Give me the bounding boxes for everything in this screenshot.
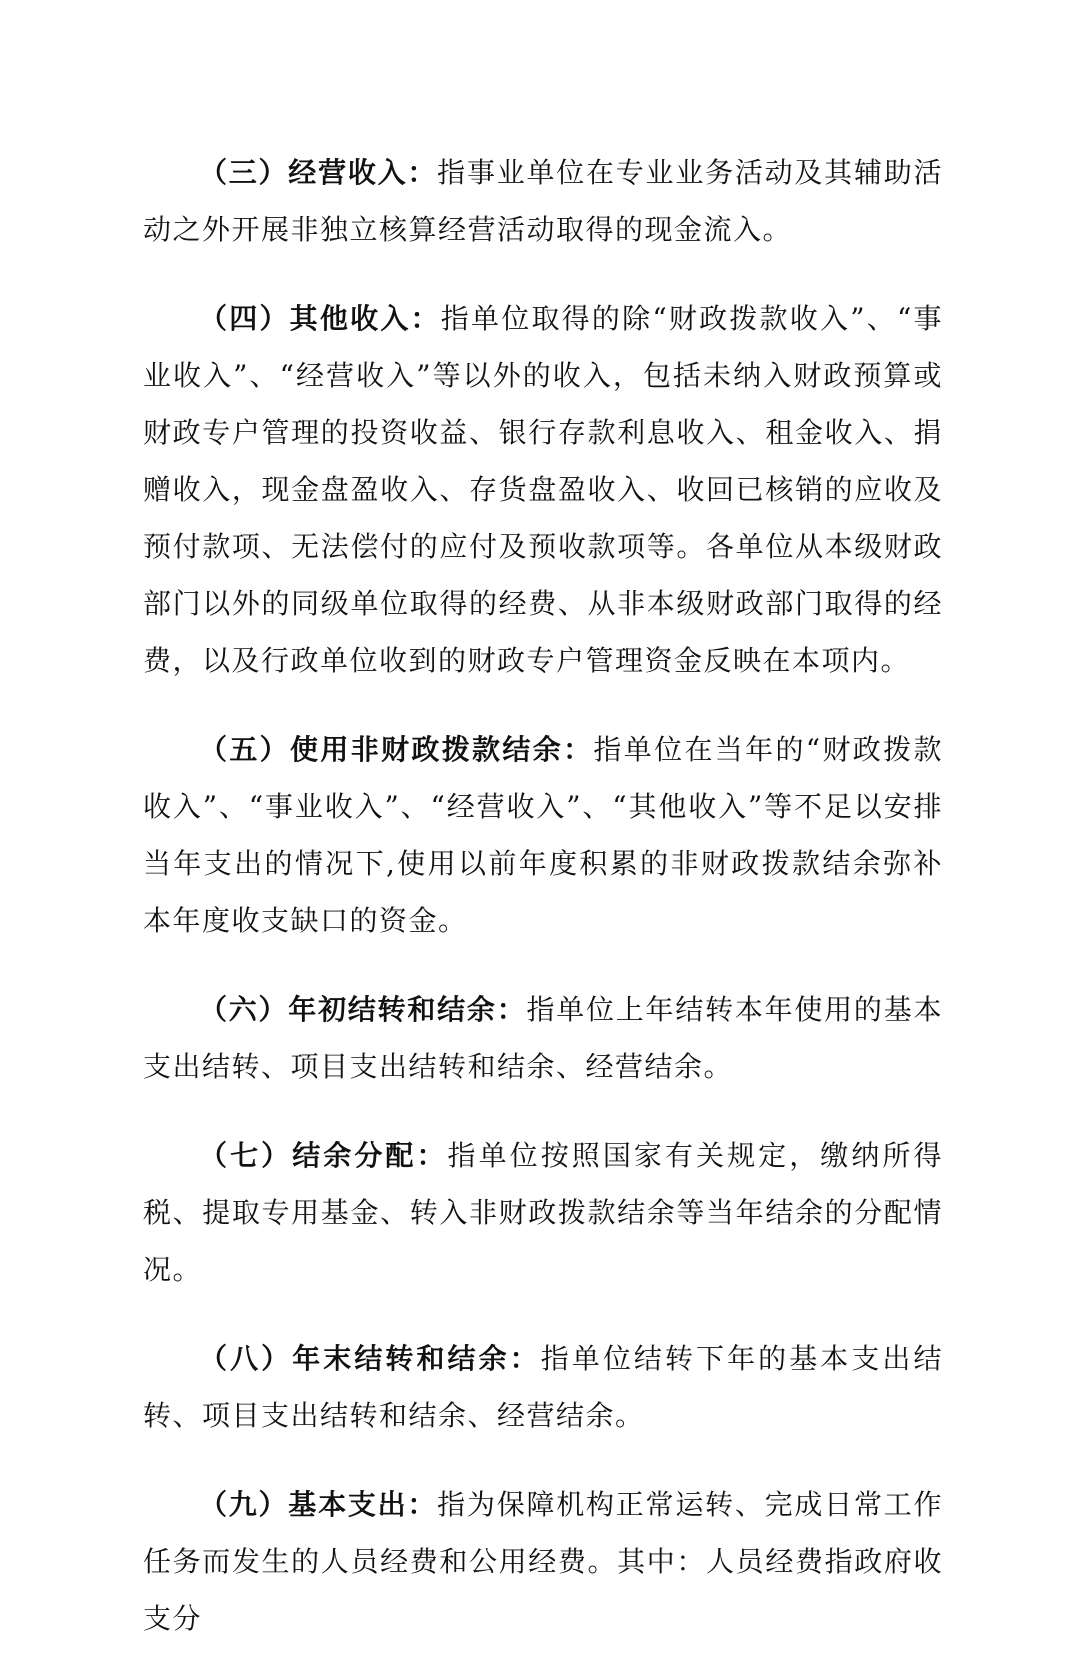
paragraph-balance-distribution [143, 1127, 943, 1298]
document-page [143, 144, 943, 1679]
term-heading: （三）经营收入： [199, 156, 438, 189]
paragraph-closing-carryover [143, 1330, 943, 1444]
paragraph-body: 指单位取得的除“财政拨款收入”、“事业收入”、“经营收入”等以外的收入，包括未纳入财政预算或财政专户管理的投资收益、银行存款利息收入、租金收入、捐赠收入，现金盘盈收入、存货盘盈收入、收回已核销的应收及预付款项、无法偿付的应付及预收款项等。各单位从本级财政部门以外的同级单位取得的经费、从非本级财政部门取得的经费，以及行政单位收到的财政专户管理资金反映在本项内。 [143, 302, 943, 677]
term-heading: （八）年末结转和结余： [199, 1342, 541, 1375]
term-heading: （九）基本支出： [199, 1488, 438, 1521]
paragraph-body: 指单位按照国家有关规定，缴纳所得税、提取专用基金、转入非财政拨款结余等当年结余的分配情况。 [143, 1139, 943, 1286]
paragraph-body: 指为保障机构正常运转、完成日常工作任务而发生的人员经费和公用经费。其中：人员经费指政府收支分 [143, 1488, 943, 1635]
paragraph-non-fiscal-balance-use [143, 721, 943, 949]
term-heading: （六）年初结转和结余： [199, 993, 527, 1026]
term-heading: （七）结余分配： [199, 1139, 448, 1172]
paragraph-body: 指单位在当年的“财政拨款收入”、“事业收入”、“经营收入”、“其他收入”等不足以安排当年支出的情况下,使用以前年度积累的非财政拨款结余弥补本年度收支缺口的资金。 [143, 733, 943, 937]
paragraph-body: 指单位上年结转本年使用的基本支出结转、项目支出结转和结余、经营结余。 [143, 993, 943, 1083]
paragraph-basic-expenditure [143, 1476, 943, 1647]
term-heading: （四）其他收入： [199, 302, 441, 335]
paragraph-body: 指事业单位在专业业务活动及其辅助活动之外开展非独立核算经营活动取得的现金流入。 [143, 156, 943, 246]
paragraph-body: 指单位结转下年的基本支出结转、项目支出结转和结余、经营结余。 [143, 1342, 943, 1432]
paragraph-other-income [143, 290, 943, 689]
term-heading: （五）使用非财政拨款结余： [199, 733, 594, 766]
paragraph-opening-carryover [143, 981, 943, 1095]
paragraph-operating-income [143, 144, 943, 258]
